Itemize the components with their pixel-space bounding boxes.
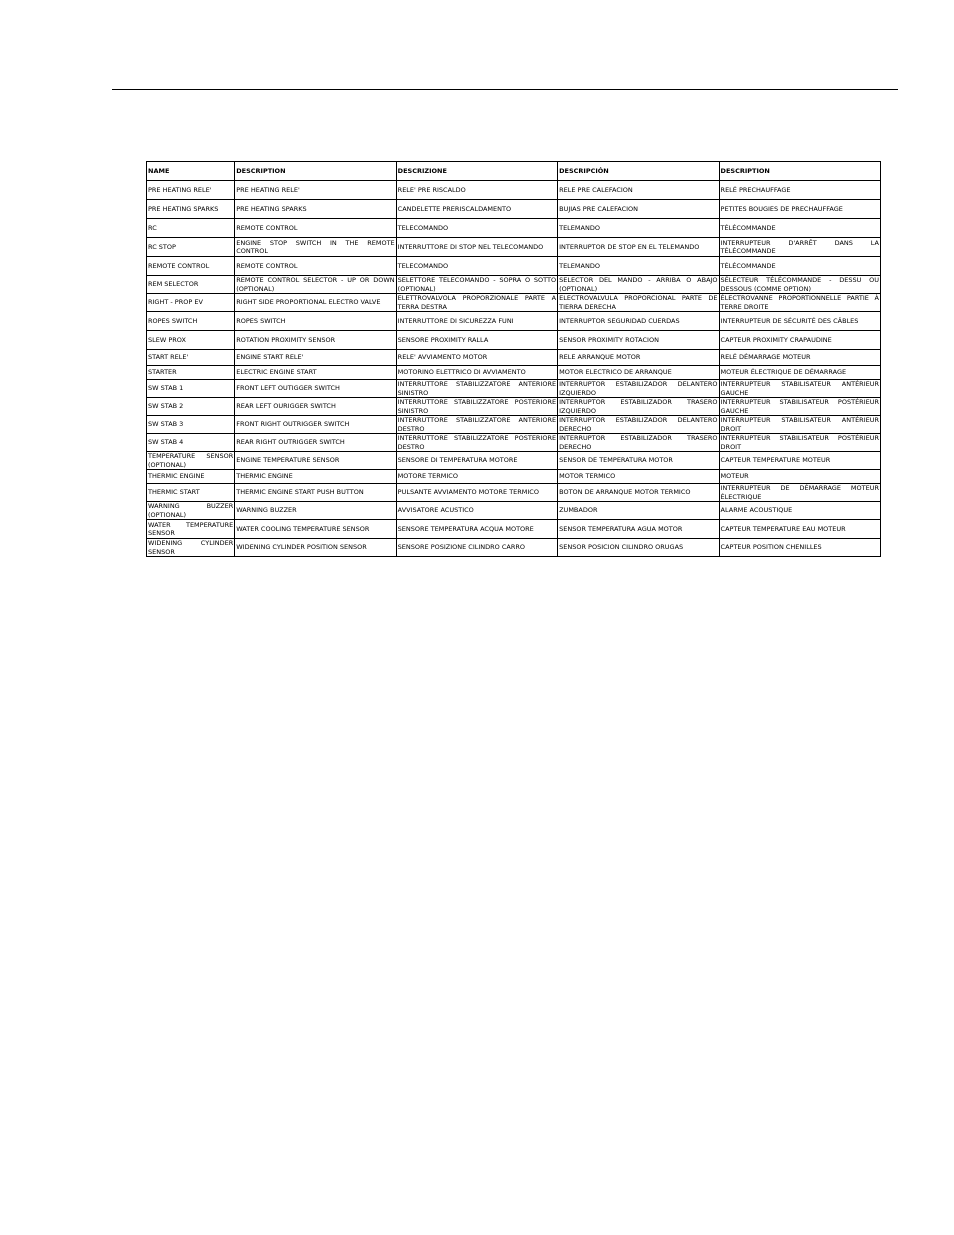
- cell-en: ROTATION PROXIMITY SENSOR: [235, 331, 396, 350]
- table-row: [147, 416, 881, 434]
- cell-en: ENGINE START RELE': [235, 350, 396, 366]
- cell-fr: CAPTEUR PROXIMITY CRAPAUDINE: [719, 331, 880, 350]
- cell-es: ELECTROVALVULA PROPORCIONAL PARTE DE TIERRA DERECHA: [559, 294, 718, 311]
- cell-it: SENSORE TEMPERATURA ACQUA MOTORE: [396, 520, 557, 539]
- cell-it: RELE' AVVIAMENTO MOTOR: [396, 350, 557, 366]
- cell-it: TELECOMANDO: [396, 219, 557, 238]
- cell-es: BUJIAS PRE CALEFACION: [558, 200, 719, 219]
- header-rule: [112, 89, 898, 90]
- table-row: [147, 502, 881, 520]
- cell-it: SENSORE DI TEMPERATURA MOTORE: [396, 452, 557, 470]
- cell-en: THERMIC ENGINE: [235, 470, 396, 484]
- cell-fr: CAPTEUR TEMPERATURE EAU MOTEUR: [719, 520, 880, 539]
- cell-name: PRE HEATING SPARKS: [147, 200, 235, 219]
- cell-en: ELECTRIC ENGINE START: [235, 366, 396, 380]
- cell-name: ROPES SWITCH: [147, 312, 235, 331]
- table-row: [147, 434, 881, 452]
- cell-it: SENSORE PROXIMITY RALLA: [396, 331, 557, 350]
- cell-name: START RELE': [147, 350, 235, 366]
- cell-en: WIDENING CYLINDER POSITION SENSOR: [235, 539, 396, 557]
- cell-fr: SÉLECTEUR TÉLÉCOMMANDE - DESSU OU DESSOUS (COMME OPTION): [720, 276, 879, 293]
- table-row: [147, 294, 881, 312]
- cell-name: THERMIC START: [147, 484, 235, 502]
- cell-es: ZUMBADOR: [558, 502, 719, 520]
- cell-es: SELECTOR DEL MANDO - ARRIBA O ABAJO (OPTIONAL): [559, 276, 718, 293]
- cell-fr: MOTEUR: [719, 470, 880, 484]
- cell-es: INTERRUPTOR ESTABILIZADOR TRASERO DERECHO: [559, 434, 718, 451]
- cell-it: MOTORINO ELETTRICO DI AVVIAMENTO: [396, 366, 557, 380]
- cell-name: SW STAB 4: [147, 434, 235, 452]
- table-row: [147, 200, 881, 219]
- cell-es: INTERRUPTOR ESTABILIZADOR TRASERO IZQUIERDO: [559, 398, 718, 415]
- cell-name: REMOTE CONTROL: [147, 257, 235, 276]
- cell-en: THERMIC ENGINE START PUSH BUTTON: [235, 484, 396, 502]
- cell-fr: CAPTEUR POSITION CHENILLES: [719, 539, 880, 557]
- cell-fr: INTERRUPTEUR STABILISATEUR ANTÉRIEUR DROIT: [720, 416, 879, 433]
- table-header-row: [147, 162, 881, 181]
- table-row: [147, 238, 881, 257]
- cell-it: CANDELETTE PRERISCALDAMENTO: [396, 200, 557, 219]
- header-description-fr: DESCRIPTION: [719, 162, 880, 181]
- cell-fr: ALARME ACOUSTIQUE: [719, 502, 880, 520]
- table-row: [147, 366, 881, 380]
- cell-it: MOTORE TERMICO: [396, 470, 557, 484]
- cell-name: SW STAB 3: [147, 416, 235, 434]
- cell-en: ROPES SWITCH: [235, 312, 396, 331]
- cell-en: PRE HEATING SPARKS: [235, 200, 396, 219]
- cell-es: RELE PRE CALEFACION: [558, 181, 719, 200]
- cell-it: INTERRUTTORE STABILIZZATORE POSTERIORE SINISTRO: [397, 398, 557, 415]
- cell-it: SELETTORE TELECOMANDO - SOPRA O SOTTO (OPTIONAL): [397, 276, 557, 293]
- table-row: [147, 181, 881, 200]
- cell-en: FRONT RIGHT OUTRIGGER SWITCH: [235, 416, 396, 434]
- cell-fr: INTERRUPTEUR DE DÉMARRAGE MOTEUR ÉLECTRIQUE: [720, 484, 879, 501]
- cell-fr: INTERRUPTEUR D'ARRÊT DANS LA TÉLÉCOMMANDE: [720, 238, 879, 255]
- cell-es: INTERRUPTOR SEGURIDAD CUERDAS: [558, 312, 719, 331]
- cell-en: REAR LEFT OURIGGER SWITCH: [235, 398, 396, 416]
- cell-es: TELEMANDO: [558, 257, 719, 276]
- cell-name: THERMIC ENGINE: [147, 470, 235, 484]
- cell-es: RELE ARRANQUE MOTOR: [558, 350, 719, 366]
- component-glossary-table: [146, 161, 881, 557]
- cell-en: RIGHT SIDE PROPORTIONAL ELECTRO VALVE: [235, 294, 396, 312]
- cell-en: REAR RIGHT OUTRIGGER SWITCH: [235, 434, 396, 452]
- cell-es: MOTOR TERMICO: [558, 470, 719, 484]
- cell-es: INTERRUPTOR DE STOP EN EL TELEMANDO: [558, 238, 719, 257]
- table-row: [147, 484, 881, 502]
- cell-es: TELEMANDO: [558, 219, 719, 238]
- header-name: NAME: [147, 162, 235, 181]
- cell-fr: INTERRUPTEUR STABILISATEUR POSTÉRIEUR DROIT: [720, 434, 879, 451]
- table-row: [147, 312, 881, 331]
- cell-it: ELETTROVALVOLA PROPORZIONALE PARTE A TERRA DESTRA: [397, 294, 557, 311]
- cell-en: ENGINE TEMPERATURE SENSOR: [235, 452, 396, 470]
- cell-name: RIGHT - PROP EV: [147, 294, 235, 312]
- cell-name: SLEW PROX: [147, 331, 235, 350]
- cell-en: REMOTE CONTROL: [235, 219, 396, 238]
- cell-en: PRE HEATING RELE': [235, 181, 396, 200]
- cell-fr: INTERRUPTEUR STABILISATEUR POSTÉRIEUR GAUCHE: [720, 398, 879, 415]
- cell-it: INTERRUTTORE STABILIZZATORE POSTERIORE DESTRO: [397, 434, 557, 451]
- cell-it: SENSORE POSIZIONE CILINDRO CARRO: [396, 539, 557, 557]
- cell-name: WATER TEMPERATURE SENSOR: [148, 520, 234, 537]
- cell-it: TELECOMANDO: [396, 257, 557, 276]
- table-row: [147, 219, 881, 238]
- table-row: [147, 398, 881, 416]
- table-row: [147, 539, 881, 557]
- cell-es: MOTOR ELECTRICO DE ARRANQUE: [558, 366, 719, 380]
- cell-fr: CAPTEUR TEMPERATURE MOTEUR: [719, 452, 880, 470]
- cell-it: AVVISATORE ACUSTICO: [396, 502, 557, 520]
- table-row: [147, 257, 881, 276]
- cell-en: REMOTE CONTROL: [235, 257, 396, 276]
- cell-en: WARNING BUZZER: [235, 502, 396, 520]
- cell-name: WIDENING CYLINDER SENSOR: [148, 539, 234, 556]
- cell-fr: ÉLECTROVANNE PROPORTIONNELLE PARTIE À TERRE DROITE: [720, 294, 879, 311]
- header-description-it: DESCRIZIONE: [396, 162, 557, 181]
- cell-fr: RELÉ DÉMARRAGE MOTEUR: [719, 350, 880, 366]
- cell-it: INTERRUTTORE STABILIZZATORE ANTERIORE SINISTRO: [397, 380, 557, 397]
- cell-es: INTERRUPTOR ESTABILIZADOR DELANTERO DERECHO: [559, 416, 718, 433]
- cell-name: REM SELECTOR: [147, 276, 235, 294]
- cell-es: BOTON DE ARRANQUE MOTOR TERMICO: [558, 484, 719, 502]
- cell-name: PRE HEATING RELE': [147, 181, 235, 200]
- cell-es: SENSOR TEMPERATURA AGUA MOTOR: [558, 520, 719, 539]
- cell-name: SW STAB 1: [147, 380, 235, 398]
- cell-es: SENSOR PROXIMITY ROTACION: [558, 331, 719, 350]
- cell-name: RC STOP: [147, 238, 235, 257]
- table-row: [147, 520, 881, 539]
- cell-name: SW STAB 2: [147, 398, 235, 416]
- table-row: [147, 470, 881, 484]
- cell-en: REMOTE CONTROL SELECTOR - UP OR DOWN (OPTIONAL): [236, 276, 395, 293]
- cell-en: ENGINE STOP SWITCH IN THE REMOTE CONTROL: [236, 238, 395, 255]
- cell-fr: RELÉ PRECHAUFFAGE: [719, 181, 880, 200]
- cell-name: STARTER: [147, 366, 235, 380]
- cell-it: RELE' PRE RISCALDO: [396, 181, 557, 200]
- table-row: [147, 380, 881, 398]
- table-row: [147, 452, 881, 470]
- table-row: [147, 276, 881, 294]
- cell-fr: INTERRUPTEUR DE SÉCURITÉ DES CÂBLES: [719, 312, 880, 331]
- table-row: [147, 350, 881, 366]
- cell-en: FRONT LEFT OUTIGGER SWITCH: [235, 380, 396, 398]
- cell-fr: PETITES BOUGIES DE PRECHAUFFAGE: [719, 200, 880, 219]
- cell-it: INTERRUTTORE DI STOP NEL TELECOMANDO: [396, 238, 557, 257]
- cell-it: PULSANTE AVVIAMENTO MOTORE TERMICO: [396, 484, 557, 502]
- cell-fr: TÉLÉCOMMANDE: [719, 257, 880, 276]
- cell-it: INTERRUTTORE DI SICUREZZA FUNI: [396, 312, 557, 331]
- cell-fr: INTERRUPTEUR STABILISATEUR ANTÉRIEUR GAUCHE: [720, 380, 879, 397]
- cell-name: WARNING BUZZER (OPTIONAL): [148, 502, 234, 519]
- cell-fr: TÉLÉCOMMANDE: [719, 219, 880, 238]
- cell-en: WATER COOLING TEMPERATURE SENSOR: [235, 520, 396, 539]
- cell-fr: MOTEUR ÉLECTRIQUE DE DÉMARRAGE: [719, 366, 880, 380]
- cell-es: SENSOR POSICION CILINDRO ORUGAS: [558, 539, 719, 557]
- cell-es: INTERRUPTOR ESTABILIZADOR DELANTERO IZQUIERDO: [559, 380, 718, 397]
- cell-name: TEMPERATURE SENSOR (OPTIONAL): [148, 452, 234, 469]
- cell-it: INTERRUTTORE STABILIZZATORE ANTERIORE DESTRO: [397, 416, 557, 433]
- header-description-es: DESCRIPCIÓN: [558, 162, 719, 181]
- cell-name: RC: [147, 219, 235, 238]
- table-row: [147, 331, 881, 350]
- cell-es: SENSOR DE TEMPERATURA MOTOR: [558, 452, 719, 470]
- header-description-en: DESCRIPTION: [235, 162, 396, 181]
